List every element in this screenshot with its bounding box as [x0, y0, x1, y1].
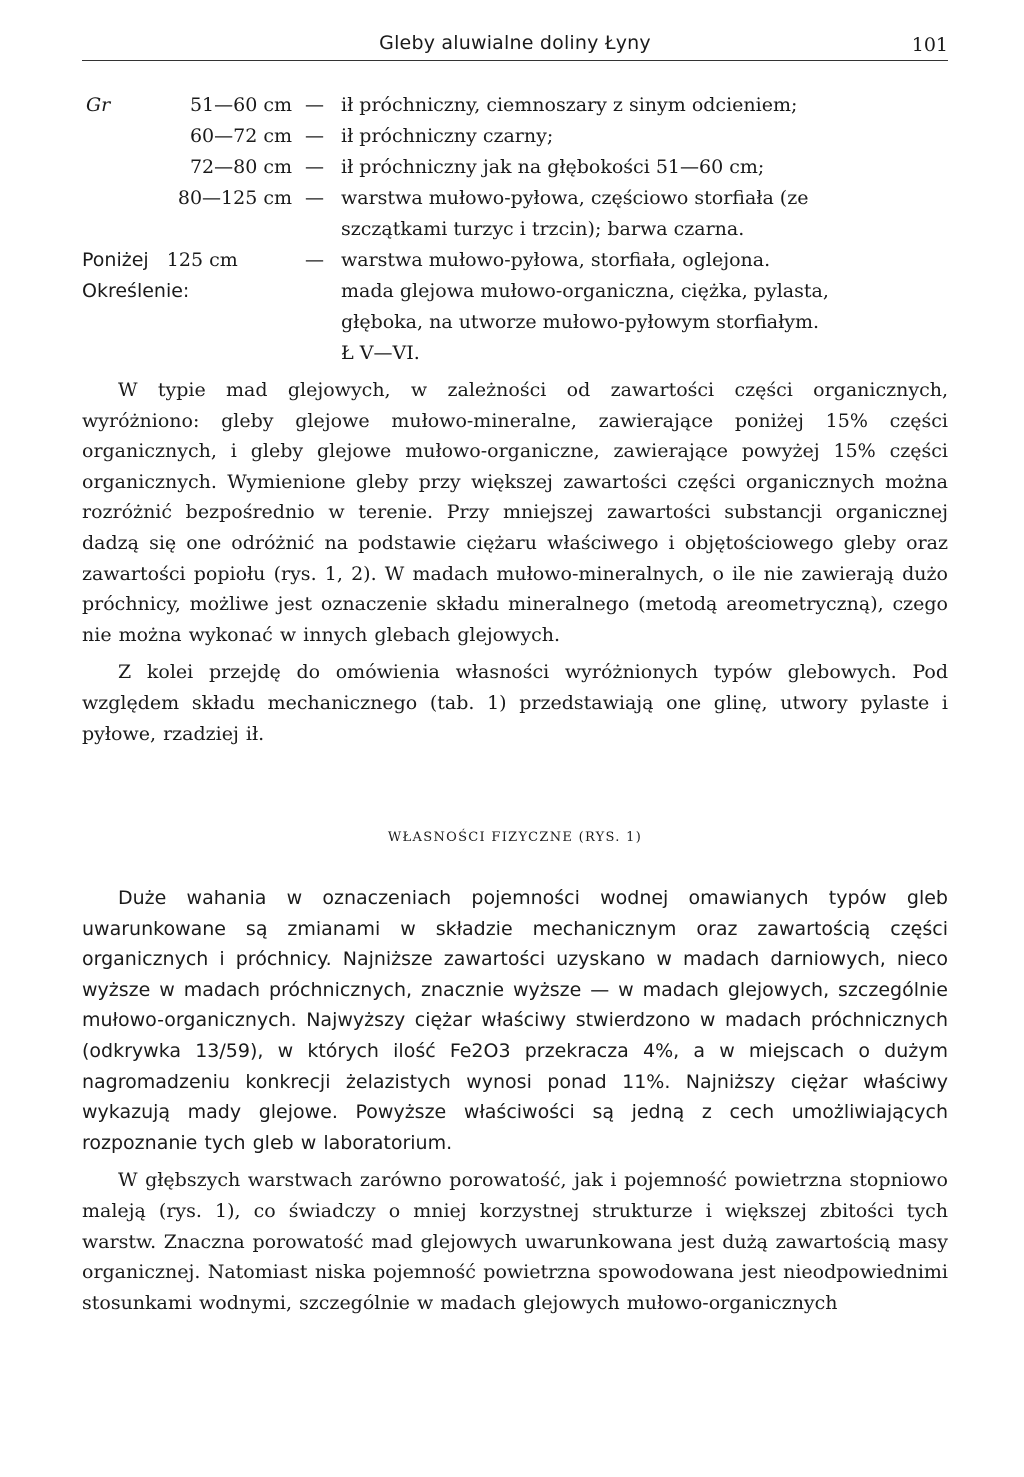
layer-description: warstwa mułowo-pyłowa, częściowo storfiała (ze: [341, 187, 809, 209]
horizon-label: Gr: [86, 94, 111, 116]
paragraph: W typie mad glejowych, w zależności od zawartości części organicznych, wyróżniono: gleby glejowe mułowo-mineralne, zawierające poniżej 15% części organicznych, i gleby glejowe mułowo-organiczne, zawierające powyżej 15% części organicznych. Wymienione gleby przy większej zawartości części organicznych można rozróżnić bezpośrednio w terenie. Przy mniejszej zawartości substancji organicznej dadzą się one odróżnić na podstawie ciężaru właściwego i objętościowego gleby oraz zawartości popiołu (rys. 1, 2). W madach mułowo-mineralnych, o ile nie zawierają dużo próchnicy, możliwe jest oznaczenie składu mineralnego (metodą areometryczną), czego nie można wykonać w innych glebach glejowych.: [82, 379, 948, 646]
definition-label: Określenie:: [82, 280, 190, 302]
section-heading: WŁASNOŚCI FIZYCZNE (RYS. 1): [387, 830, 643, 845]
dash: —: [305, 156, 324, 178]
profile-row: [82, 183, 948, 214]
dash: —: [305, 187, 324, 209]
definition-row: [82, 338, 948, 369]
definition-text: mada glejowa mułowo-organiczna, ciężka, pylasta,: [341, 280, 829, 302]
running-title: Gleby aluwialne doliny Łyny: [379, 32, 651, 54]
below-label: Poniżej: [82, 249, 149, 271]
definition-text: głęboka, na utworze mułowo-pyłowym storfiałym.: [341, 311, 820, 333]
paragraph: W głębszych warstwach zarówno porowatość, jak i pojemność powietrzna stopniowo maleją (rys. 1), co świadczy o mniej korzystnej strukturze i większej zbitości tych warstw. Znaczna porowatość mad glejowych uwarunkowana jest dużą zawartością masy organicznej. Natomiast niska pojemność powietrzna spowodowana jest nieodpowiednimi stosunkami wodnymi, szczególnie w madach glejowych mułowo-organicznych: [82, 1169, 948, 1314]
running-head: [82, 30, 948, 60]
definition-row: [82, 276, 948, 307]
paragraph: Duże wahania w oznaczeniach pojemności wodnej omawianych typów gleb uwarunkowane są zmianami w składzie mechanicznym oraz zawartością części organicznych i próchnicy. Najniższe zawartości uzyskano w madach darniowych, nieco wyższe w madach próchnicznych, znacznie wyższe — w madach glejowych, szczególnie mułowo-organicznych. Najwyższy ciężar właściwy stwierdzono w madach próchnicznych (odkrywka 13/59), w których ilość Fe2O3 przekracza 4%, a w miejscach o dużym nagromadzeniu konkrecji żelazistych wynosi ponad 11%. Najniższy ciężar właściwy wykazują mady glejowe. Powyższe właściwości są jedną z cech umożliwiających rozpoznanie tych gleb w laboratorium.: [82, 887, 948, 1154]
dash: —: [305, 249, 324, 271]
body-text-bottom: [82, 883, 948, 1318]
definition-text: Ł V—VI.: [341, 342, 420, 364]
depth-range: 125 cm: [166, 249, 238, 271]
depth-range: 60—72 cm: [189, 125, 292, 147]
page-number: 101: [911, 34, 948, 56]
header-rule: [82, 60, 948, 61]
profile-row: [82, 90, 948, 121]
profile-row: [82, 152, 948, 183]
depth-range: 80—125 cm: [177, 187, 292, 209]
profile-row-below: [82, 245, 948, 276]
depth-range: 72—80 cm: [189, 156, 292, 178]
definition-row: [82, 307, 948, 338]
dash: —: [305, 125, 324, 147]
paragraph: Z kolei przejdę do omówienia własności wyróżnionych typów glebowych. Pod względem składu mechanicznego (tab. 1) przedstawiają one glinę, utwory pylaste i pyłowe, rzadziej ił.: [82, 661, 948, 745]
page: [82, 0, 948, 1477]
body-text-top: [82, 375, 948, 749]
dash: —: [305, 94, 324, 116]
profile-row: [82, 121, 948, 152]
profile-row: [82, 214, 948, 245]
layer-description-continued: szczątkami turzyc i trzcin); barwa czarna.: [341, 218, 745, 240]
layer-description: warstwa mułowo-pyłowa, storfiała, oglejona.: [341, 249, 771, 271]
layer-description: ił próchniczny czarny;: [341, 125, 554, 147]
layer-description: ił próchniczny jak na głębokości 51—60 cm;: [341, 156, 765, 178]
depth-range: 51—60 cm: [189, 94, 292, 116]
layer-description: ił próchniczny, ciemnoszary z sinym odcieniem;: [341, 94, 798, 116]
soil-profile-description: [82, 90, 948, 369]
